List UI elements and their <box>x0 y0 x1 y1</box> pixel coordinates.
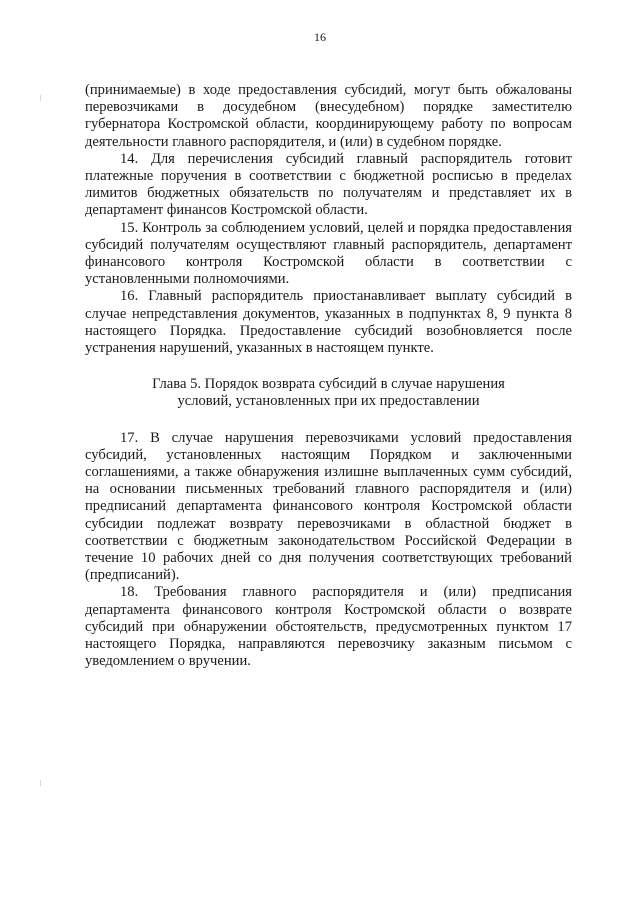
paragraph-18: 18. Требования главного распорядителя и (или) предписания департамента финансового контроля Костромской области о возврате субсидий при обнаружении обстоятельств, предусмотренных пунктом 17 настоящего Порядка, направляются перевозчику заказным письмом с уведомлением о вручении. <box>85 584 572 670</box>
scan-margin-mark-top <box>40 95 41 101</box>
paragraph-17: 17. В случае нарушения перевозчиками условий предоставления субсидий, установленных настоящим Порядком и заключенными соглашениями, а также обнаружения излишне выплаченных сумм субсидий, на основании письменных требований главного распорядителя и (или) предписаний департамента финансового контроля Костромской области субсидии подлежат возврату перевозчиками в областной бюджет в соответствии с бюджетным законодательством Российской Федерации в течение 10 рабочих дней со дня получения соответствующих требований (предписаний). <box>85 429 572 584</box>
paragraph-15: 15. Контроль за соблюдением условий, целей и порядка предоставления субсидий получателям осуществляют главный распорядитель, департамент финансового контроля Костромской области в соответствии с установленными полномочиями. <box>85 219 572 288</box>
chapter-title-line-1: Глава 5. Порядок возврата субсидий в случае нарушения <box>152 376 505 393</box>
chapter-5-title <box>85 376 572 410</box>
document-body <box>85 82 572 671</box>
paragraph-16: 16. Главный распорядитель приостанавливает выплату субсидий в случае непредставления документов, указанных в подпунктах 8, 9 пункта 8 настоящего Порядка. Предоставление субсидий возобновляется после устранения нарушений, указанных в настоящем пункте. <box>85 288 572 357</box>
paragraph-continuation: (принимаемые) в ходе предоставления субсидий, могут быть обжалованы перевозчиками в досудебном (внесудебном) порядке заместителю губернатора Костромской области, координирующему работу по вопросам деятельности главного распорядителя, и (или) в судебном порядке. <box>85 82 572 150</box>
paragraph-14: 14. Для перечисления субсидий главный распорядитель готовит платежные поручения в соответствии с бюджетной росписью в пределах лимитов бюджетных обязательств по получателям и представляет их в департамент финансов Костромской области. <box>85 150 572 219</box>
scan-margin-mark-bottom <box>40 780 41 786</box>
chapter-title-line-2: условий, установленных при их предоставлении <box>177 393 480 410</box>
page-number: 16 <box>314 30 326 44</box>
